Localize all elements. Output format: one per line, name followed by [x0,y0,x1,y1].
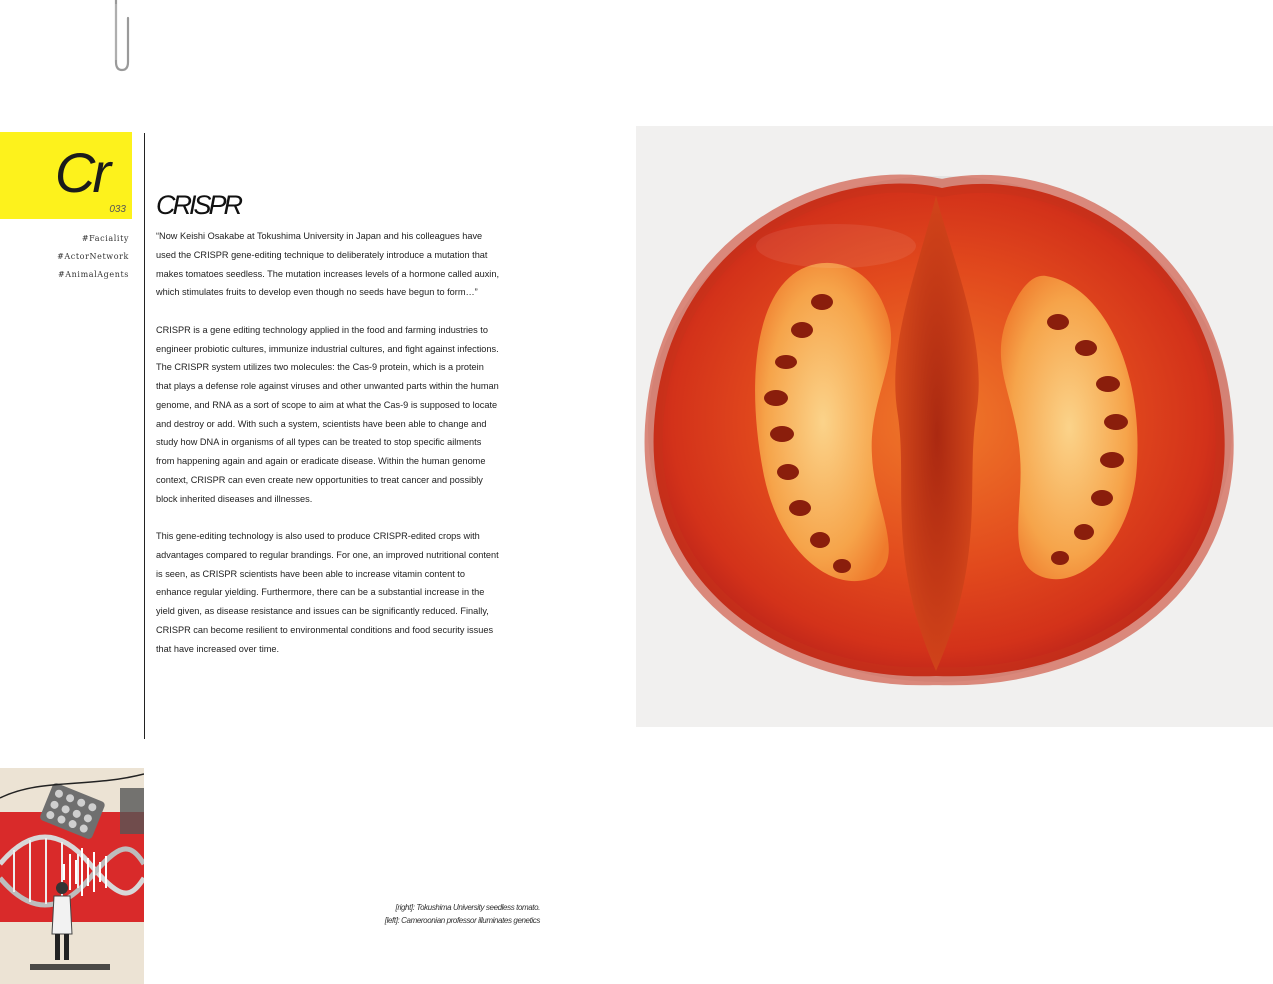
vertical-divider [144,133,145,739]
collage-image [0,768,144,984]
tag-item: #ActorNetwork [57,252,129,261]
caption-left: [left]: Cameroonian professor illuminates genetics [384,916,540,925]
tag-item: #Faciality [81,234,129,243]
element-tile [0,132,132,219]
tomato-slice-illustration [636,126,1273,727]
body-paragraph: CRISPR is a gene editing technology applied in the food and farming industries to engineer probiotic cultures, immunize industrial cultures, and fight against infections. The CRISPR system utilizes two molecules: the Cas-9 protein, which is a protein that plays a defense role against viruses and other unwanted parts within the human genome, and RNA as a sort of scope to aim at what the Cas-9 is supposed to locate and destroy or add. With such a system, scientists have been able to change and study how DNA in organisms of all types can be treated to stop specific ailments from happening again and again or eradicate disease. Within the human genome context, CRISPR can even create new opportunities to treat cancer and possibly block inherited diseases and illnesses. [156,324,499,504]
caption-right: [right]: Tokushima University seedless tomato. [395,903,540,912]
tag-item: #AnimalAgents [57,270,129,279]
body-paragraph: This gene-editing technology is also used to produce CRISPR-edited crops with advantages compared to regular brandings. For one, an improved nutritional content is seen, as CRISPR scientists have been able to increase vitamin content to enhance regular yielding. Furthermore, there can be a substantial increase in the yield given, as disease resistance and issues can be significantly reduced. Finally, CRISPR can become resilient to environmental conditions and food security issues that have increased over time. [156,531,499,654]
photo-captions [300,901,540,927]
tomato-photo [636,126,1273,727]
article-body [156,227,501,677]
tag-list [0,230,129,284]
element-number: 033 [109,204,126,215]
genetics-collage-illustration [0,768,144,984]
element-symbol: Cr [54,141,108,204]
article-title: CRISPR [156,190,241,220]
paperclip-icon [104,0,140,74]
quote-paragraph: “Now Keishi Osakabe at Tokushima University in Japan and his colleagues have used the CRISPR gene-editing technique to deliberately introduce a mutation that makes tomatoes seedless. The mutation increases levels of a hormone called auxin, which stimulates fruits to develop even though no seeds have begun to form…” [156,231,500,298]
